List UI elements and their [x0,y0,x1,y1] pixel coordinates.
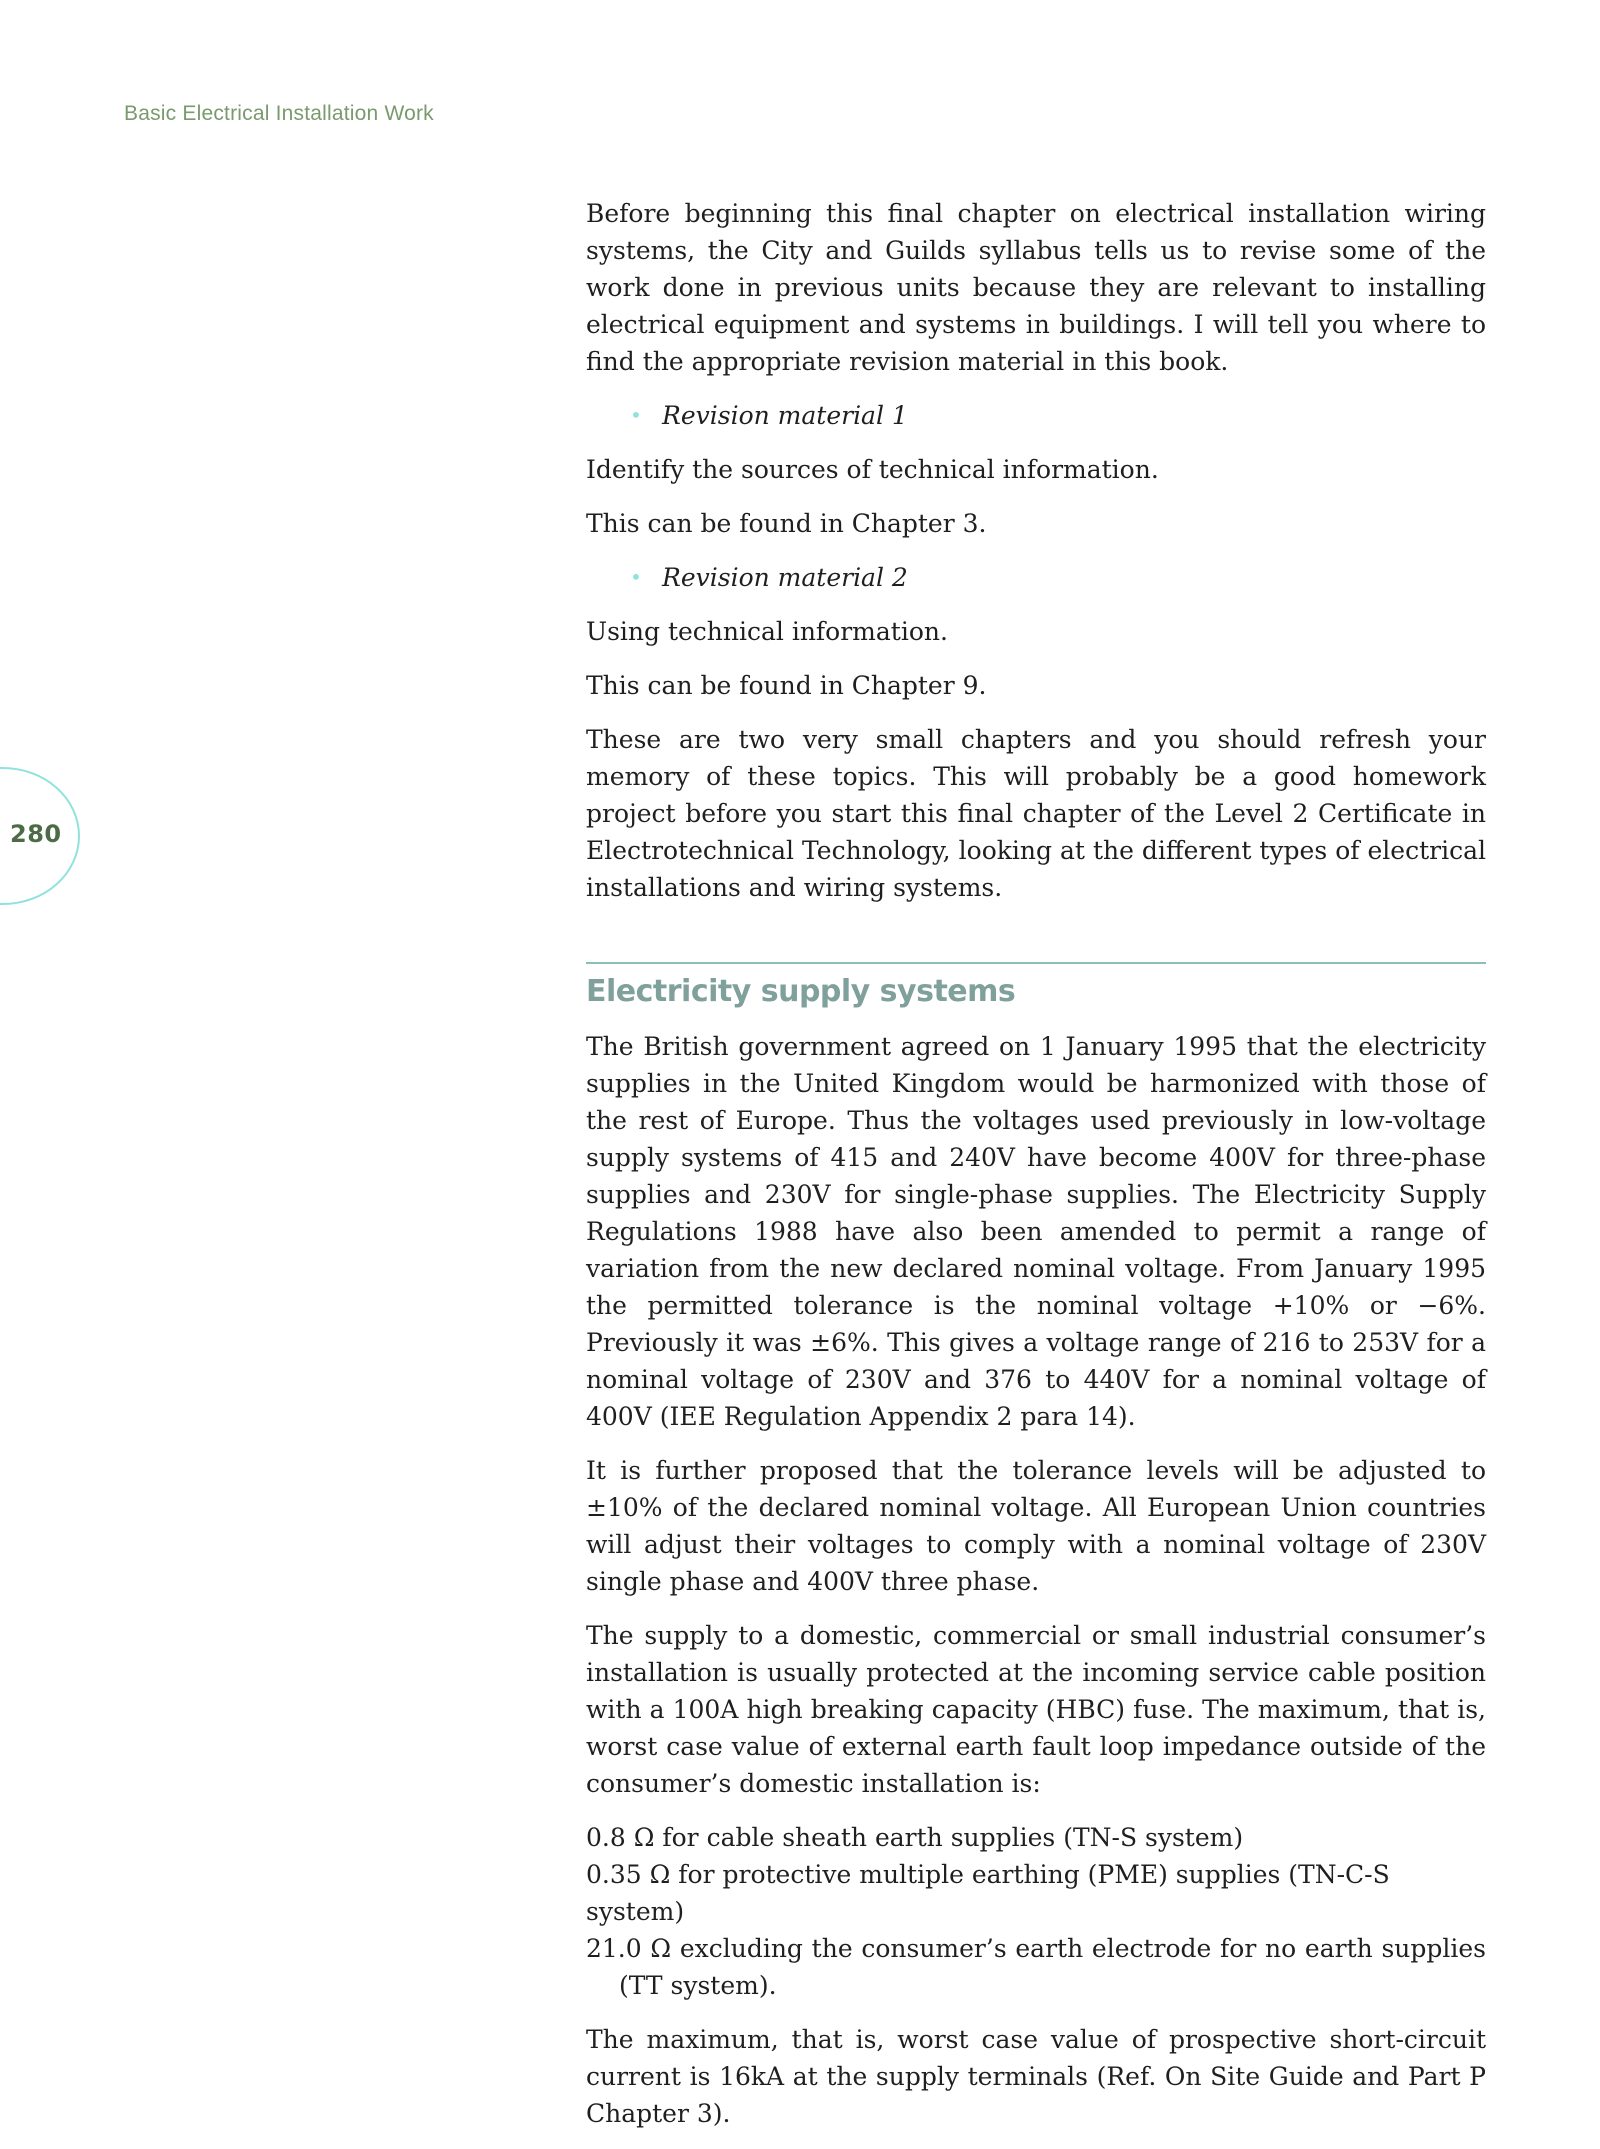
revision-bullet-1 [586,397,1486,434]
impedance-value: 0.35 Ω for protective multiple earthing (PME) supplies (TN-C-S system) [586,1860,1390,1926]
revision-2-line-1: Using technical information. [586,617,948,646]
revision-1-line-2: This can be found in Chapter 3. [586,509,987,538]
supply-paragraph-2: It is further proposed that the tolerance levels will be adjusted to ±10% of the declared nominal voltage. All European Union countries will adjust their voltages to comply with a nominal voltage of 230V single phase and 400V three phase. [586,1456,1486,1596]
section-heading: Electricity supply systems [586,974,1016,1009]
running-head: Basic Electrical Installation Work [124,102,434,125]
section-divider [586,962,1486,964]
revision-2-line-2: This can be found in Chapter 9. [586,671,987,700]
bullet-icon: • [630,565,642,589]
revision-bullet-2 [586,559,1486,596]
intro-paragraph: Before beginning this final chapter on electrical installation wiring systems, the City and Guilds syllabus tells us to revise some of the work done in previous units because they are relevant to installing electrical equipment and systems in buildings. I will tell you where to find the appropriate revision material in this book. [586,199,1486,376]
page-number: 280 [10,820,62,848]
impedance-value: 0.8 Ω for cable sheath earth supplies (TN-S system) [586,1823,1244,1852]
supply-paragraph-3: The supply to a domestic, commercial or small industrial consumer’s installation is usually protected at the incoming service cable position with a 100A high breaking capacity (HBC) fuse. The maximum, that is, worst case value of external earth fault loop impedance outside of the consumer’s domestic installation is: [586,1621,1486,1798]
supply-paragraph-1: The British government agreed on 1 January 1995 that the electricity supplies in the United Kingdom would be harmonized with those of the rest of Europe. Thus the voltages used previously in low-voltage supply systems of 415 and 240V have become 400V for three-phase supplies and 230V for single-phase supplies. The Electricity Supply Regulations 1988 have also been amended to permit a range of variation from the new declared nominal voltage. From January 1995 the permitted tolerance is the nominal voltage +10% or −6%. Previously it was ±6%. This gives a voltage range of 216 to 253V for a nominal voltage of 230V and 376 to 440V for a nominal voltage of 400V (IEE Regulation Appendix 2 para 14). [586,1032,1486,1431]
revision-title-2: Revision material 2 [662,563,908,592]
impedance-value-list [586,1819,1486,2004]
supply-paragraph-4: The maximum, that is, worst case value of prospective short-circuit current is 16kA at the supply terminals (Ref. On Site Guide and Part P Chapter 3). [586,2025,1486,2128]
intro-closing-paragraph: These are two very small chapters and you should refresh your memory of these topics. This will probably be a good homework project before you start this final chapter of the Level 2 Certificate in Electrotechnical Technology, looking at the different types of electrical installations and wiring systems. [586,725,1486,902]
revision-title-1: Revision material 1 [662,401,908,430]
revision-1-line-1: Identify the sources of technical information. [586,455,1159,484]
impedance-value: 21.0 Ω excluding the consumer’s earth electrode for no earth supplies (TT system). [586,1934,1486,2000]
page-body [586,195,1486,2149]
bullet-icon: • [630,403,642,427]
